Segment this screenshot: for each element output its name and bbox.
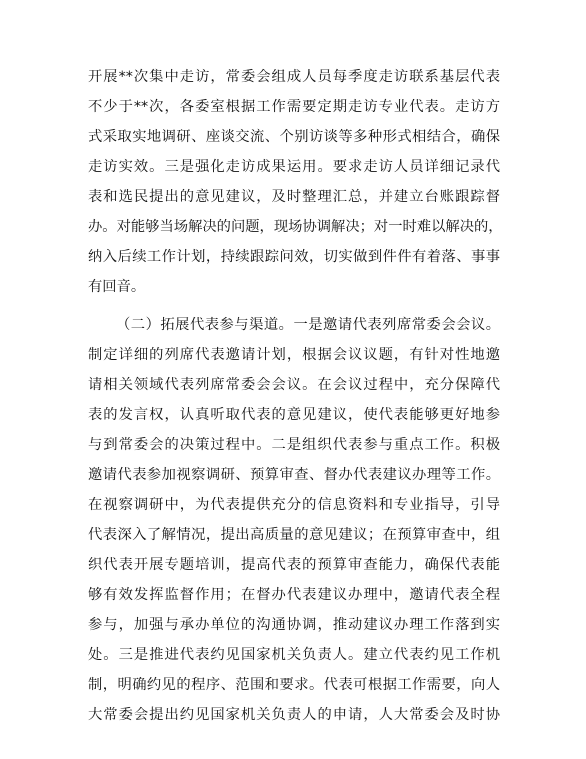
text-line: 处。三是推进代表约见国家机关负责人。建立代表约见工作机 xyxy=(88,647,500,663)
text-line: 够有效发挥监督作用；在督办代表建议办理中，邀请代表全程 xyxy=(88,587,500,603)
text-line: 表和选民提出的意见建议，及时整理汇总，并建立台账跟踪督 xyxy=(88,189,500,205)
text-line: 参与，加强与承办单位的沟通协调，推动建议办理工作落到实 xyxy=(88,617,500,633)
text-line: 请相关领域代表列席常委会会议。在会议过程中，充分保障代 xyxy=(88,377,500,393)
text-line: 织代表开展专题培训，提高代表的预算审查能力，确保代表能 xyxy=(88,557,500,573)
text-line: 式采取实地调研、座谈交流、个别访谈等多种形式相结合，确保 xyxy=(88,129,500,145)
document-page xyxy=(88,62,503,730)
text-line: 制定详细的列席代表邀请计划，根据会议议题，有针对性地邀 xyxy=(88,347,500,363)
text-line: 办。对能够当场解决的问题，现场协调解决；对一时难以解决的， xyxy=(88,219,503,235)
text-line: 制，明确约见的程序、范围和要求。代表可根据工作需要，向人 xyxy=(88,677,500,693)
text-line: 有回音。 xyxy=(88,279,146,295)
text-line: 纳入后续工作计划，持续跟踪问效，切实做到件件有着落、事事 xyxy=(88,249,500,265)
text-line: 走访实效。三是强化走访成果运用。要求走访人员详细记录代 xyxy=(88,159,500,175)
text-line: 开展**次集中走访，常委会组成人员每季度走访联系基层代表 xyxy=(88,69,500,85)
text-line: 在视察调研中，为代表提供充分的信息资料和专业指导，引导 xyxy=(88,497,500,513)
paragraph-gap xyxy=(88,302,500,310)
section-heading-line: （二）拓展代表参与渠道。一是邀请代表列席常委会会议。 xyxy=(116,317,500,333)
text-line: 邀请代表参加视察调研、预算审查、督办代表建议办理等工作。 xyxy=(88,467,500,483)
text-line: 与到常委会的决策过程中。二是组织代表参与重点工作。积极 xyxy=(88,437,500,453)
text-line: 表的发言权，认真听取代表的意见建议，使代表能够更好地参 xyxy=(88,407,500,423)
text-line: 代表深入了解情况，提出高质量的意见建议；在预算审查中，组 xyxy=(88,527,500,543)
paragraph-visits xyxy=(88,62,503,302)
text-line: 大常委会提出约见国家机关负责人的申请，人大常委会及时协 xyxy=(88,707,500,723)
text-line: 不少于**次，各委室根据工作需要定期走访专业代表。走访方 xyxy=(88,99,500,115)
paragraph-participation-channels xyxy=(88,310,500,730)
